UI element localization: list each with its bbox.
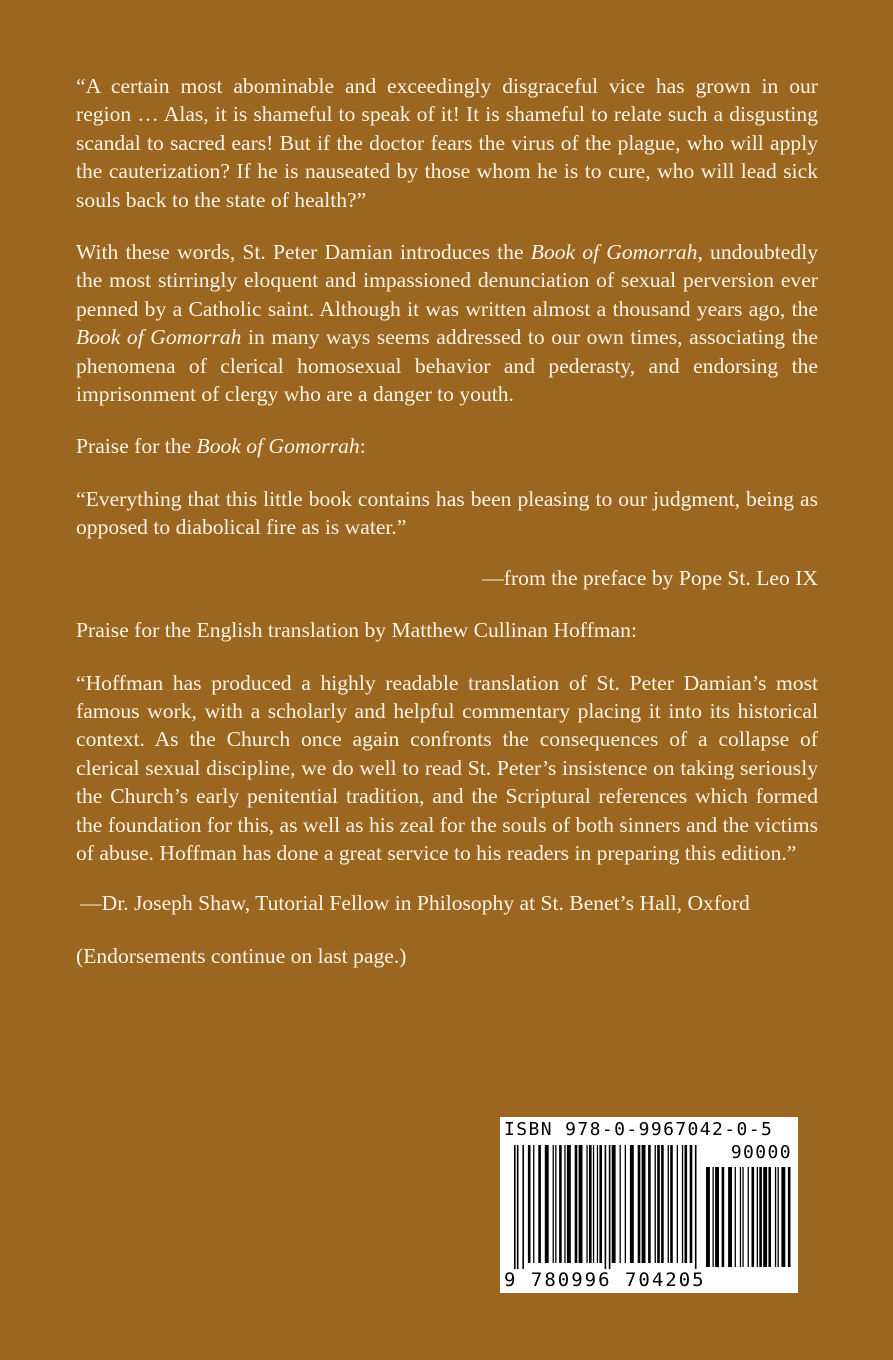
barcode-bar — [522, 1145, 524, 1277]
barcode-bar — [742, 1167, 743, 1267]
praise-heading — [76, 432, 818, 460]
barcode-bar — [768, 1167, 771, 1267]
barcode-bar — [655, 1145, 656, 1263]
barcode-bar — [706, 1167, 710, 1267]
barcode-bar — [517, 1145, 519, 1277]
barcode-bar — [752, 1167, 755, 1267]
barcode-bar — [555, 1145, 556, 1263]
barcode-bar — [722, 1167, 725, 1267]
barcode-bar — [668, 1145, 669, 1263]
barcode-bar — [713, 1167, 714, 1267]
barcode-bar — [528, 1145, 531, 1263]
barcode-bar — [609, 1145, 611, 1277]
barcode-bar — [605, 1145, 607, 1277]
barcode-bar — [620, 1145, 621, 1263]
intro-part-3: in many ways seems addressed to our own times, associating the phenomena of clerical homosexual behavior and pederasty, and endorsing the imprisonment of clergy who are a danger to youth. — [76, 325, 818, 407]
opening-quote: “A certain most abominable and exceedingly disgraceful vice has grown in our region … Alas, it is shameful to speak of it! It is shameful to relate such a disgusting scandal to sacred ears! But if the doctor fears the virus of the plague, who will apply the cauterization? If he is nauseated by those whom he is to cure, who will lead sick souls back to the state of health?” — [76, 74, 818, 212]
barcode-bar — [670, 1145, 673, 1263]
barcode-bar — [538, 1145, 541, 1263]
isbn-barcode — [500, 1117, 798, 1293]
barcode-bar — [775, 1167, 776, 1267]
barcode-bar — [575, 1145, 578, 1263]
barcode-bar — [685, 1145, 688, 1263]
leo-quote: “Everything that this little book contains has been pleasing to our judgment, being as opposed to diabolical fire as is water.” — [76, 486, 818, 540]
barcode-bar — [648, 1145, 651, 1263]
intro-title-1: Book of Gomorrah — [530, 240, 698, 265]
barcode-bar — [545, 1145, 549, 1263]
ean-digits: 9 780996 704205 — [504, 1269, 710, 1291]
barcode-bar — [586, 1145, 587, 1263]
barcode-bar — [677, 1145, 678, 1263]
continuation-note: (Endorsements continue on last page.) — [76, 943, 407, 968]
back-cover-text — [76, 72, 818, 992]
shaw-attribution: —Dr. Joseph Shaw, Tutorial Fellow in Philosophy at St. Benet’s Hall, Oxford — [80, 891, 750, 916]
barcode-bar — [593, 1145, 594, 1263]
barcode-bar — [567, 1145, 571, 1263]
barcode-bar — [661, 1145, 664, 1263]
barcode-bar — [690, 1145, 693, 1263]
barcode-bar — [625, 1145, 626, 1263]
barcode-bar — [763, 1167, 767, 1267]
isbn-label: ISBN 978-0-9967042-0-5 — [504, 1119, 774, 1140]
barcode-bar — [514, 1145, 516, 1277]
intro-paragraph — [76, 238, 818, 408]
barcode-bar — [630, 1145, 634, 1263]
barcode-bar — [642, 1145, 646, 1263]
barcode-bar — [759, 1167, 762, 1267]
translation-heading: Praise for the English translation by Matthew Cullinan Hoffman: — [76, 618, 637, 643]
barcode-bar — [682, 1145, 683, 1263]
barcode-bar — [695, 1145, 697, 1277]
barcode-bar — [579, 1145, 583, 1263]
barcode-bar — [638, 1145, 641, 1263]
barcode-bar — [533, 1145, 534, 1263]
praise-heading-title: Book of Gomorrah — [196, 434, 360, 459]
intro-part-2: , undoubtedly the most stirringly eloquent and impassioned denunciation of sexual perversion ever penned by a Catholic saint. Although it was written almost a thousand years ago, the — [76, 240, 818, 321]
barcode-bar — [788, 1167, 791, 1267]
price-code: 90000 — [730, 1142, 792, 1163]
barcode-bar — [599, 1145, 602, 1263]
barcode-bar — [553, 1145, 554, 1263]
praise-heading-text: Praise for the — [76, 434, 197, 459]
barcode-bar — [559, 1145, 562, 1263]
barcode-bar — [728, 1167, 732, 1267]
intro-part-1: With these words, St. Peter Damian introduces the — [76, 240, 531, 265]
intro-title-2: Book of Gomorrah — [76, 325, 242, 350]
barcode-bar — [757, 1167, 758, 1267]
barcode-bar — [781, 1167, 785, 1267]
barcode-bar — [657, 1145, 660, 1263]
barcode-bar — [564, 1145, 565, 1263]
praise-heading-suffix: : — [359, 434, 366, 459]
shaw-quote: “Hoffman has produced a highly readable translation of St. Peter Damian’s most famous work, with a scholarly and helpful commentary placing it into its historical context. As the Church once again confronts the consequences of a collapse of clerical sexual discipline, we do well to read St. Peter’s insistence on taking seriously the Church’s early penitential tradition, and the Scriptural references which formed the foundation for this, as well as his zeal for the souls of both sinners and the victims of abuse. Hoffman has done a great service to his readers in preparing this edition.” — [76, 670, 818, 865]
barcode-bar — [748, 1167, 749, 1267]
leo-attribution: —from the preface by Pope St. Leo IX — [482, 565, 818, 590]
barcode-bar — [612, 1145, 616, 1263]
barcode-bar — [597, 1145, 598, 1263]
barcode-bar — [589, 1145, 592, 1263]
barcode-bar — [715, 1167, 719, 1267]
barcode-bar — [735, 1167, 736, 1267]
barcode-bar — [778, 1167, 779, 1267]
barcode-bar — [740, 1167, 741, 1267]
